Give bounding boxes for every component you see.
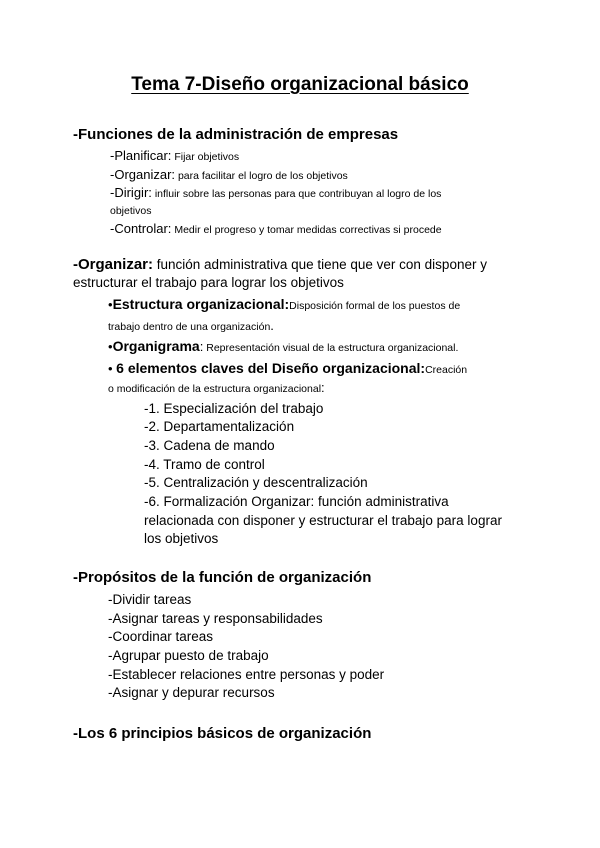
item-description: Fijar objetivos bbox=[171, 151, 240, 163]
bullet-separator: : bbox=[199, 339, 204, 354]
bullet-icon: • bbox=[108, 361, 117, 376]
bullet-description: Disposición formal de los puestos de bbox=[289, 300, 461, 312]
bullet-6-elementos bbox=[108, 359, 467, 379]
item-term: -Organizar bbox=[110, 167, 172, 182]
bullet-term: 6 elementos claves del Diseño organizacional: bbox=[116, 360, 426, 376]
element-item-2: -2. Departamentalización bbox=[144, 419, 295, 434]
definition-text: función administrativa que tiene que ver con disponer y bbox=[153, 257, 487, 272]
item-description: Medir el progreso y tomar medidas correctivas si procede bbox=[171, 224, 442, 236]
item-separator: : bbox=[171, 167, 176, 182]
section-heading-funciones: -Funciones de la administración de empresas bbox=[73, 126, 399, 143]
element-item-5: -5. Centralización y descentralización bbox=[144, 475, 368, 490]
element-item-4: -4. Tramo de control bbox=[144, 457, 265, 472]
section-heading-propositos: -Propósitos de la función de organización bbox=[73, 569, 372, 586]
item-term: -Controlar bbox=[110, 221, 168, 236]
bullet-description: Representación visual de la estructura organizacional. bbox=[203, 342, 459, 354]
bullet-continuation-text: o modificación de la estructura organizacional bbox=[108, 383, 322, 395]
element-item-6-continuation-2: los objetivos bbox=[144, 531, 219, 546]
proposito-item: -Agrupar puesto de trabajo bbox=[108, 648, 269, 663]
bullet-term: Estructura organizacional: bbox=[112, 296, 290, 312]
definition-term: -Organizar: bbox=[73, 256, 154, 273]
item-separator: : bbox=[167, 221, 172, 236]
list-item-dirigir bbox=[110, 184, 441, 203]
bullet-estructura-organizacional bbox=[108, 295, 460, 315]
bullet-continuation-end: : bbox=[321, 380, 325, 395]
bullet-icon: • bbox=[108, 297, 113, 312]
section-heading-principios: -Los 6 principios básicos de organización bbox=[73, 725, 372, 742]
bullet-icon: • bbox=[108, 339, 113, 354]
page-title: Tema 7-Diseño organizacional básico bbox=[131, 74, 469, 95]
element-item-6: -6. Formalización Organizar: función administrativa bbox=[144, 494, 449, 509]
proposito-item: -Coordinar tareas bbox=[108, 629, 214, 644]
bullet-organigrama bbox=[108, 337, 458, 357]
item-term: -Planificar bbox=[110, 148, 168, 163]
element-item-6-continuation: relacionada con disponer y estructurar el trabajo para lograr bbox=[144, 513, 502, 528]
list-item-dirigir-continuation: objetivos bbox=[110, 205, 152, 217]
proposito-item: -Establecer relaciones entre personas y poder bbox=[108, 667, 385, 682]
proposito-item: -Dividir tareas bbox=[108, 592, 192, 607]
organizar-definition-continuation: estructurar el trabajo para lograr los objetivos bbox=[73, 275, 344, 290]
list-item-controlar bbox=[110, 220, 442, 239]
organizar-definition bbox=[73, 256, 487, 274]
bullet-continuation-text: trabajo dentro de una organización bbox=[108, 321, 271, 333]
element-item-1: -1. Especialización del trabajo bbox=[144, 401, 324, 416]
bullet-term: Organigrama bbox=[112, 338, 200, 354]
item-description: influir sobre las personas para que contribuyan al logro de los bbox=[151, 188, 442, 200]
bullet-6-elementos-continuation bbox=[108, 379, 325, 398]
bullet-description: Creación bbox=[425, 364, 468, 376]
bullet-continuation-end: . bbox=[270, 318, 274, 333]
item-separator: : bbox=[148, 185, 152, 200]
list-item-planificar bbox=[110, 147, 239, 166]
element-item-3: -3. Cadena de mando bbox=[144, 438, 275, 453]
proposito-item: -Asignar tareas y responsabilidades bbox=[108, 611, 323, 626]
item-description: para facilitar el logro de los objetivos bbox=[175, 170, 348, 182]
proposito-item: -Asignar y depurar recursos bbox=[108, 685, 275, 700]
item-separator: : bbox=[167, 148, 172, 163]
item-term: -Dirigir bbox=[110, 185, 149, 200]
list-item-organizar bbox=[110, 166, 348, 185]
bullet-estructura-continuation bbox=[108, 317, 274, 336]
